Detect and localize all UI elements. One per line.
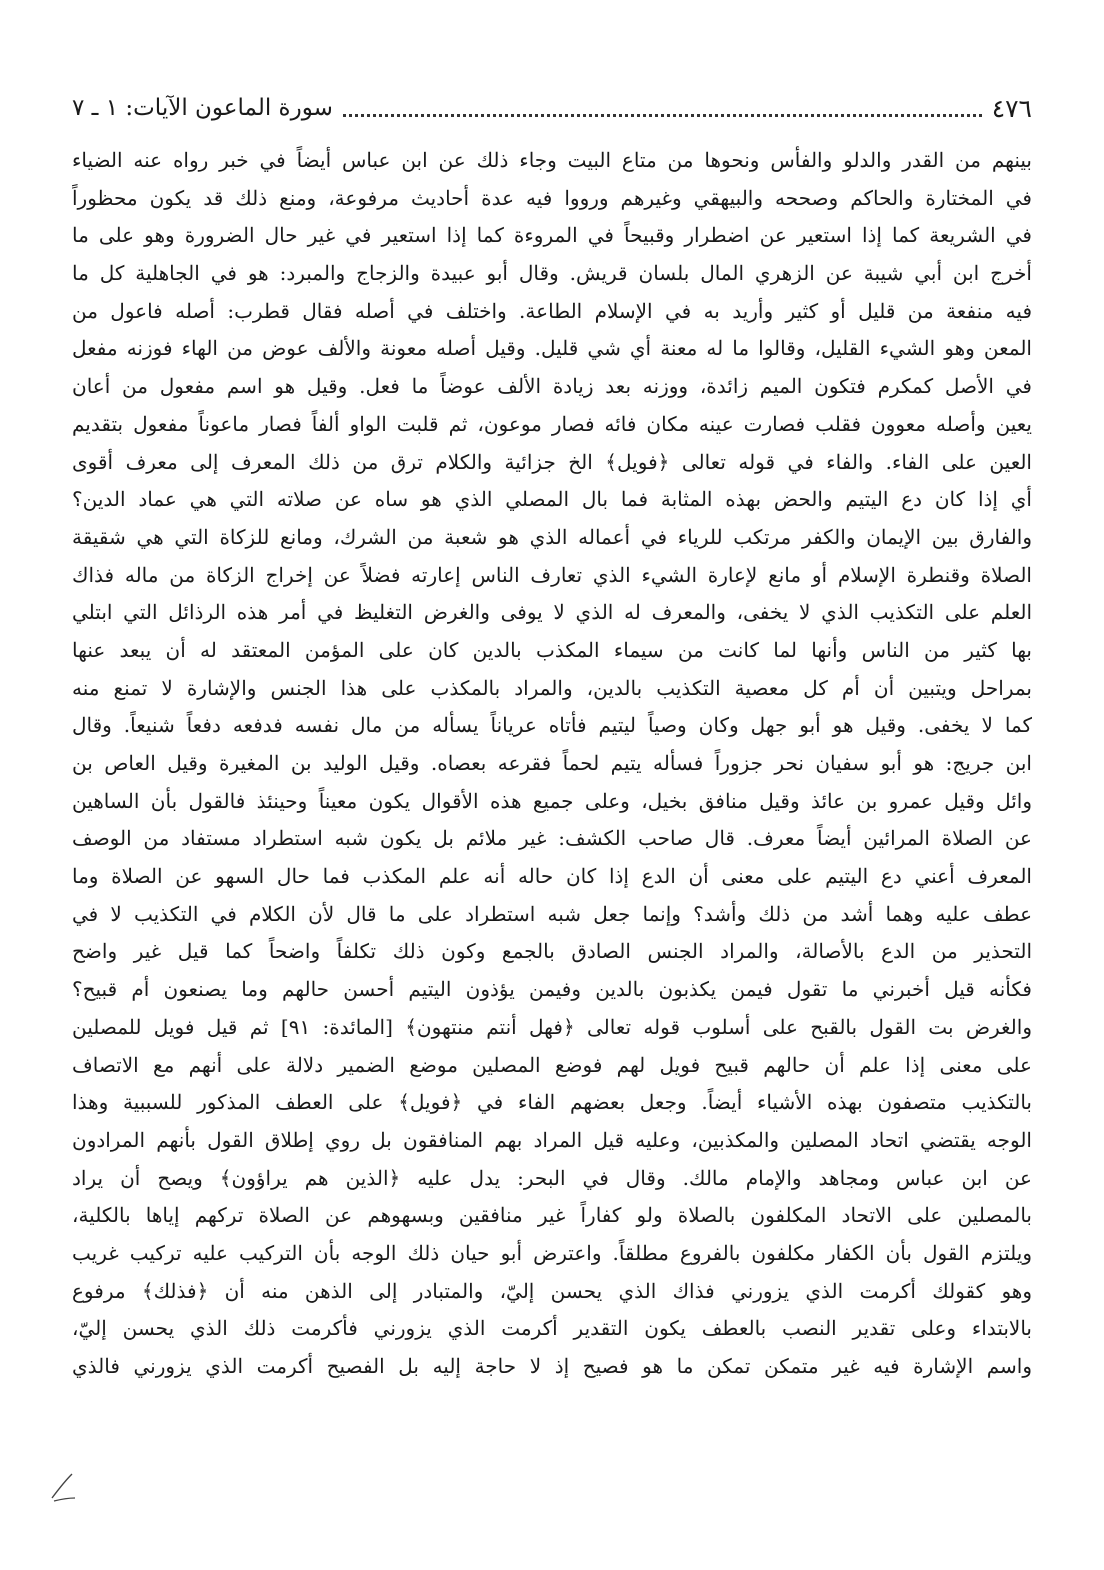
text-line: في الأصل كمكرم فتكون الميم زائدة، ووزنه بعد زيادة الألف عوضاً ما فعل. وقيل هو اسم مفعول من أعان [72, 374, 1032, 399]
text-line: التحذير من الدع بالأصالة، والمراد الجنس الصادق بالجمع وكون ذلك تكلفاً واضحاً كما قيل غير واضح [72, 939, 1032, 964]
text-line: الوجه يقتضي اتحاد المصلين والمكذبين، وعليه قيل المراد بهم المنافقون بل روي إطلاق القول بأنهم المرادون [72, 1127, 1032, 1152]
text-line: على معنى إذا علم أن حالهم قبيح فويل لهم فوضع المصلين موضع الضمير دلالة على أنهم مع الاتصاف [72, 1052, 1032, 1077]
text-line: في الشريعة كما إذا استعير عن اضطرار وقبيحاً في المروءة كما إذا استعير في غير حال الضرورة وهو على ما [72, 223, 1032, 248]
text-line: بينهم من القدر والدلو والفأس ونحوها من متاع البيت وجاء ذلك عن ابن عباس أيضاً في خبر رواه عنه الضياء [72, 148, 1032, 172]
text-line: والغرض بت القول بالقبح على أسلوب قوله تعالى ﴿فهل أنتم منتهون﴾ [المائدة: ٩١] ثم قيل فويل للمصلين [72, 1014, 1032, 1039]
header-dotted-leader [343, 114, 982, 117]
text-line: كما لا يخفى. وقيل هو أبو جهل وكان وصياً ليتيم فأتاه عرياناً يسأله من مال نفسه فدفعه دفعاً شنيعاً. وقال [72, 713, 1032, 738]
text-line: في المختارة والحاكم وصححه والبيهقي وغيرهم ورووا فيه عدة أحاديث مرفوعة، ومنع ذلك قد يكون محظوراً [72, 185, 1032, 210]
body-text [72, 142, 1032, 1386]
text-line: وائل وقيل عمرو بن عائذ وقيل منافق بخيل، وعلى جميع هذه الأقوال يكون معيناً وحينئذ فالقول بأن الساهين [72, 788, 1032, 813]
text-line: المعرف أعني دع اليتيم على معنى أن الدع إذا كان حاله أنه علم المكذب فما حال السهو عن الصلاة وما [72, 864, 1032, 889]
text-line: العلم على التكذيب الذي لا يخفى، والمعرف له الذي لا يوفى والغرض التغليظ في أمر هذه الرذائل التي ابتلي [72, 600, 1032, 625]
text-line: واسم الإشارة فيه غير متمكن تمكن ما هو فصيح إذ لا حاجة إليه بل الفصيح أكرمت الذي يزورني فالذي [72, 1354, 1032, 1378]
text-line: بالابتداء وعلى تقدير النصب بالعطف يكون التقدير أكرمت الذي يزورني فأكرمت ذلك الذي يحسن إليّ، [72, 1316, 1032, 1341]
page-header [72, 88, 1032, 128]
margin-pencil-mark [48, 1468, 78, 1508]
page-number: ٤٧٦ [991, 93, 1032, 123]
text-line: والفارق بين الإيمان والكفر مرتكب للرياء في أعماله الذي هو شعبة من الشرك، ومانع للزكاة التي هي شقيقة [72, 524, 1032, 549]
text-line: المعن وهو الشيء القليل، وقالوا ما له معنة أي شي قليل. وقيل أصله معونة والألف عوض من الهاء فوزنه مفعل [72, 336, 1032, 361]
text-line: بالمصلين على الاتحاد المكلفون بالصلاة ولو كفاراً غير منافقين وبسهوهم عن الصلاة تركهم إياها بالكلية، [72, 1203, 1032, 1228]
text-line: عن ابن عباس ومجاهد والإمام مالك. وقال في البحر: يدل عليه ﴿الذين هم يراؤون﴾ ويصح أن يراد [72, 1165, 1032, 1190]
text-line: أي إذا كان دع اليتيم والحض بهذه المثابة فما بال المصلي الذي هو ساه عن صلاته التي هي عماد الدين؟ [72, 487, 1032, 512]
text-line: العين على الفاء. والفاء في قوله تعالى ﴿فويل﴾ الخ جزائية والكلام ترق من ذلك المعرف إلى معرف أقوى [72, 449, 1032, 474]
text-line: فكأنه قيل أخبرني ما تقول فيمن يكذبون بالدين وفيمن يؤذون اليتيم أحسن حالهم وما يصنعون أم قبيح؟ [72, 977, 1032, 1002]
text-line: أخرج ابن أبي شيبة عن الزهري المال بلسان قريش. وقال أبو عبيدة والزجاج والمبرد: هو في الجاهلية كل ما [72, 261, 1032, 286]
text-line: ويلتزم القول بأن الكفار مكلفون بالفروع مطلقاً. واعترض أبو حيان ذلك الوجه بأن التركيب عليه تركيب غريب [72, 1240, 1032, 1265]
text-line: بها كثير من الناس وأنها لما كانت من سيماء المكذب بالدين كان على المؤمن المعتقد له أن يبعد عنها [72, 637, 1032, 662]
text-line: بمراحل ويتبين أن أم كل معصية التكذيب بالدين، والمراد بالمكذب على هذا الجنس والإشارة لا تمنع منه [72, 675, 1032, 700]
text-line: وهو كقولك أكرمت الذي يزورني فذاك الذي يحسن إليّ، والمتبادر إلى الذهن منه أن ﴿فذلك﴾ مرفوع [72, 1278, 1032, 1303]
text-line: فيه منفعة من قليل أو كثير وأريد به في الإسلام الطاعة. واختلف في أصله فقال قطرب: أصله فاعول من [72, 298, 1032, 323]
text-line: الصلاة وقنطرة الإسلام أو مانع لإعارة الشيء الذي تعارف الناس إعارته فضلاً عن إخراج الزكاة من ماله فذاك [72, 562, 1032, 587]
text-line: عطف عليه وهما أشد من ذلك وأشد؟ وإنما جعل شبه استطراد على ما قال لأن الكلام في التكذيب لا في [72, 901, 1032, 926]
text-line: ابن جريج: هو أبو سفيان نحر جزوراً فسأله يتيم لحماً فقرعه بعصاه. وقيل الوليد بن المغيرة وقيل العاص بن [72, 751, 1032, 775]
chapter-title: سورة الماعون الآيات: ١ ـ ٧ [72, 95, 333, 121]
text-line: بالتكذيب متصفون بهذه الأشياء أيضاً. وجعل بعضهم الفاء في ﴿فويل﴾ على العطف المذكور للسببية وهذا [72, 1090, 1032, 1115]
text-line: عن الصلاة المرائين أيضاً معرف. قال صاحب الكشف: غير ملائم بل يكون شبه استطراد مستفاد من الوصف [72, 826, 1032, 851]
text-line: يعين وأصله معوون فقلب فصارت عينه مكان فائه فصار موعون، ثم قلبت الواو ألفاً فصار ماعوناً مفعول بتقديم [72, 411, 1032, 436]
